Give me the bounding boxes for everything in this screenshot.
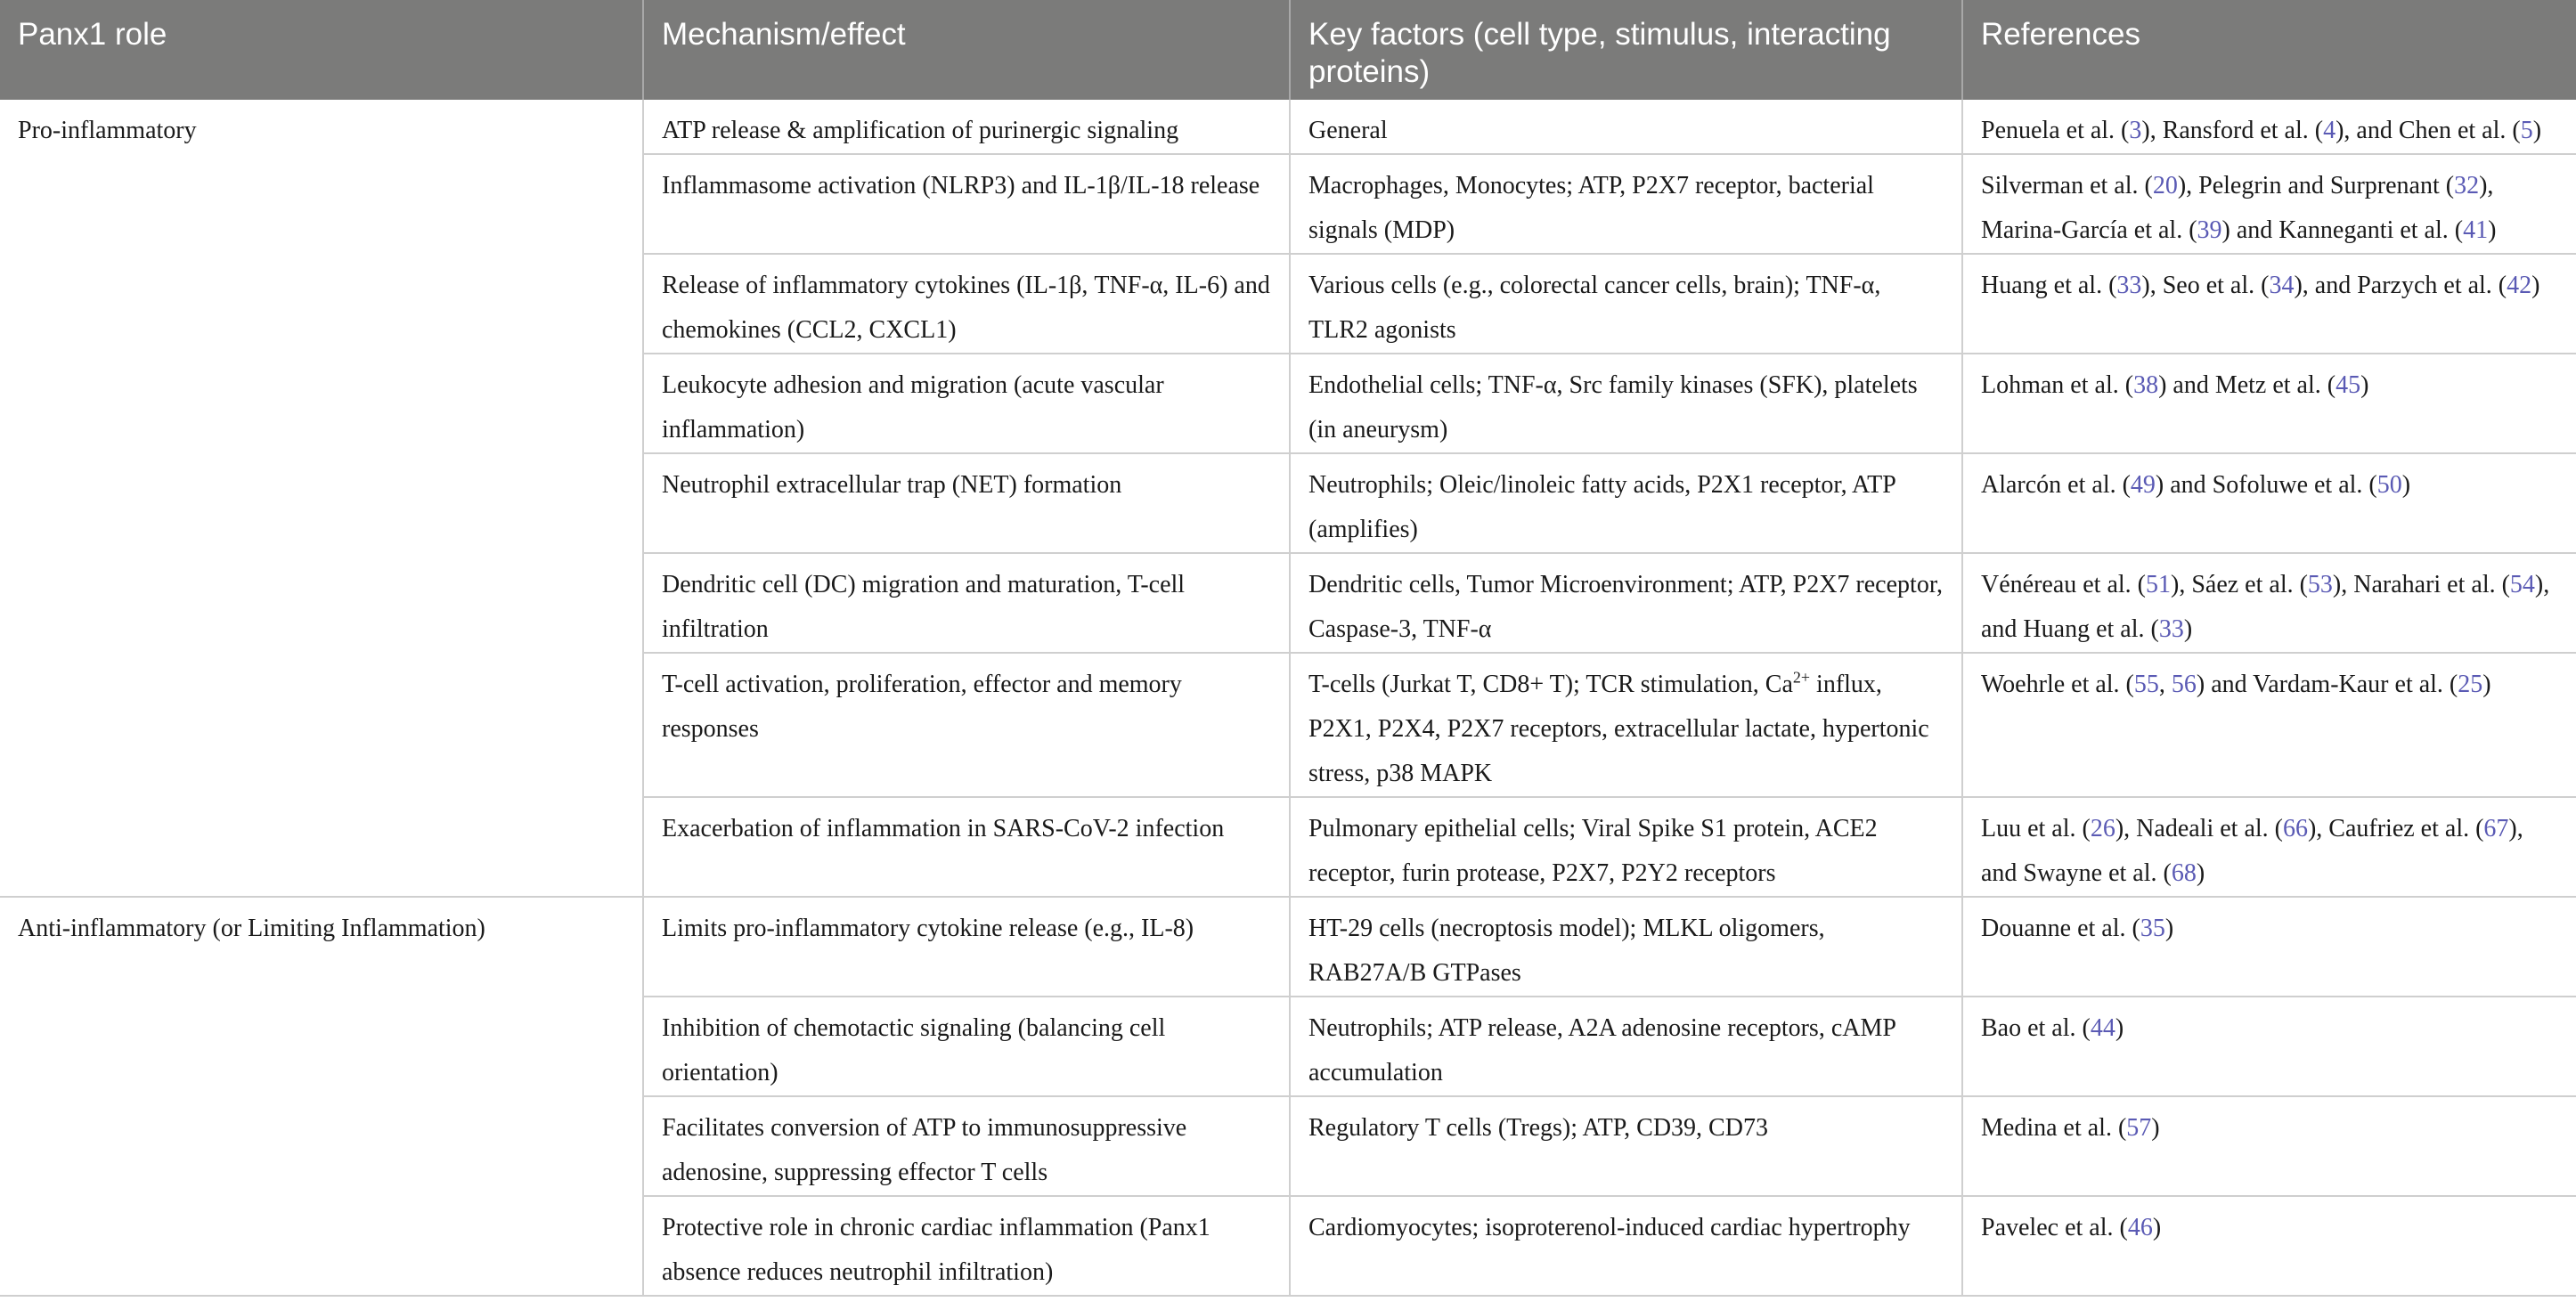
reference-link[interactable]: 49 [2130, 471, 2156, 499]
reference-link[interactable]: 41 [2463, 216, 2489, 244]
mechanism-cell: T-cell activation, proliferation, effector and memory responses [643, 653, 1290, 797]
mechanism-cell: Inhibition of chemotactic signaling (balancing cell orientation) [643, 997, 1290, 1096]
key-factors-cell: Regulatory T cells (Tregs); ATP, CD39, CD73 [1290, 1096, 1962, 1196]
reference-link[interactable]: 56 [2171, 671, 2197, 698]
key-factors-cell: Various cells (e.g., colorectal cancer cells, brain); TNF-α, TLR2 agonists [1290, 254, 1962, 354]
reference-link[interactable]: 67 [2483, 815, 2509, 842]
mechanism-cell: Neutrophil extracellular trap (NET) formation [643, 453, 1290, 553]
header-panx1-role: Panx1 role [0, 0, 643, 100]
header-key-factors: Key factors (cell type, stimulus, interacting proteins) [1290, 0, 1962, 100]
reference-link[interactable]: 66 [2282, 815, 2308, 842]
references-cell: Medina et al. (57) [1962, 1096, 2576, 1196]
reference-link[interactable]: 25 [2458, 671, 2483, 698]
reference-link[interactable]: 26 [2090, 815, 2115, 842]
table-row [0, 100, 2576, 154]
reference-link[interactable]: 33 [2158, 615, 2184, 643]
table-row [0, 897, 2576, 997]
reference-link[interactable]: 39 [2197, 216, 2222, 244]
header-mechanism-effect: Mechanism/effect [643, 0, 1290, 100]
key-factors-cell: Endothelial cells; TNF-α, Src family kinases (SFK), platelets (in aneurysm) [1290, 354, 1962, 453]
panx1-role-cell: Anti-inflammatory (or Limiting Inflammation) [0, 897, 643, 1296]
references-cell: Huang et al. (33), Seo et al. (34), and Parzych et al. (42) [1962, 254, 2576, 354]
header-references: References [1962, 0, 2576, 100]
reference-link[interactable]: 50 [2376, 471, 2402, 499]
references-cell: Bao et al. (44) [1962, 997, 2576, 1096]
references-cell: Silverman et al. (20), Pelegrin and Surprenant (32), Marina-García et al. (39) and Kanneganti et al. (41) [1962, 154, 2576, 254]
reference-link[interactable]: 51 [2146, 571, 2171, 598]
reference-link[interactable]: 53 [2307, 571, 2333, 598]
key-factors-cell: Cardiomyocytes; isoproterenol-induced cardiac hypertrophy [1290, 1196, 1962, 1296]
reference-link[interactable]: 4 [2323, 117, 2336, 144]
reference-link[interactable]: 38 [2133, 371, 2159, 399]
reference-link[interactable]: 20 [2152, 172, 2178, 199]
reference-link[interactable]: 35 [2140, 915, 2165, 942]
key-factors-cell: T-cells (Jurkat T, CD8+ T); TCR stimulation, $Ca^{2+}$ influx, P2X1, P2X4, P2X7 receptors, extracellular lactate, hypertonic stress, p38 MAPK [1290, 653, 1962, 797]
table-body [0, 100, 2576, 1296]
mechanism-cell: Leukocyte adhesion and migration (acute vascular inflammation) [643, 354, 1290, 453]
reference-link[interactable]: 68 [2171, 859, 2197, 887]
mechanism-cell: Limits pro-inflammatory cytokine release (e.g., IL-8) [643, 897, 1290, 997]
key-factors-cell: Macrophages, Monocytes; ATP, P2X7 receptor, bacterial signals (MDP) [1290, 154, 1962, 254]
references-cell: Alarcón et al. (49) and Sofoluwe et al. (50) [1962, 453, 2576, 553]
reference-link[interactable]: 44 [2090, 1014, 2115, 1042]
key-factors-cell: Dendritic cells, Tumor Microenvironment; ATP, P2X7 receptor, Caspase-3, TNF-α [1290, 553, 1962, 653]
references-cell: Pavelec et al. (46) [1962, 1196, 2576, 1296]
reference-link[interactable]: 32 [2454, 172, 2480, 199]
reference-link[interactable]: 54 [2509, 571, 2535, 598]
references-cell: Luu et al. (26), Nadeali et al. (66), Caufriez et al. (67), and Swayne et al. (68) [1962, 797, 2576, 897]
reference-link[interactable]: 34 [2269, 272, 2295, 299]
references-cell: Vénéreau et al. (51), Sáez et al. (53), Narahari et al. (54), and Huang et al. (33) [1962, 553, 2576, 653]
references-cell: Penuela et al. (3), Ransford et al. (4), and Chen et al. (5) [1962, 100, 2576, 154]
reference-link[interactable]: 33 [2116, 272, 2142, 299]
key-factors-cell: Pulmonary epithelial cells; Viral Spike S1 protein, ACE2 receptor, furin protease, P2X7, P2Y2 receptors [1290, 797, 1962, 897]
superscript: 2+ [1792, 668, 1811, 687]
key-factors-cell: General [1290, 100, 1962, 154]
table-header [0, 0, 2576, 100]
references-cell: Woehrle et al. (55, 56) and Vardam-Kaur et al. (25) [1962, 653, 2576, 797]
reference-link[interactable]: 42 [2507, 272, 2532, 299]
references-cell: Lohman et al. (38) and Metz et al. (45) [1962, 354, 2576, 453]
key-factors-cell: Neutrophils; Oleic/linoleic fatty acids, P2X1 receptor, ATP (amplifies) [1290, 453, 1962, 553]
key-factors-cell: HT-29 cells (necroptosis model); MLKL oligomers, RAB27A/B GTPases [1290, 897, 1962, 997]
mechanism-cell: Dendritic cell (DC) migration and maturation, T-cell infiltration [643, 553, 1290, 653]
mechanism-cell: Exacerbation of inflammation in SARS-CoV-2 infection [643, 797, 1290, 897]
mechanism-cell: ATP release & amplification of purinergic signaling [643, 100, 1290, 154]
mechanism-cell: Protective role in chronic cardiac inflammation (Panx1 absence reduces neutrophil infiltration) [643, 1196, 1290, 1296]
mechanism-cell: Facilitates conversion of ATP to immunosuppressive adenosine, suppressing effector T cells [643, 1096, 1290, 1196]
reference-link[interactable]: 55 [2133, 671, 2159, 698]
reference-link[interactable]: 57 [2126, 1114, 2152, 1142]
reference-link[interactable]: 46 [2127, 1214, 2153, 1241]
key-factors-cell: Neutrophils; ATP release, A2A adenosine receptors, cAMP accumulation [1290, 997, 1962, 1096]
mechanism-cell: Release of inflammatory cytokines (IL-1β, TNF-α, IL-6) and chemokines (CCL2, CXCL1) [643, 254, 1290, 354]
panx1-role-cell: Pro-inflammatory [0, 100, 643, 897]
mechanism-cell: Inflammasome activation (NLRP3) and IL-1β/IL-18 release [643, 154, 1290, 254]
reference-link[interactable]: 5 [2520, 117, 2533, 144]
reference-link[interactable]: 3 [2129, 117, 2142, 144]
reference-link[interactable]: 45 [2336, 371, 2361, 399]
references-cell: Douanne et al. (35) [1962, 897, 2576, 997]
header-row [0, 0, 2576, 100]
